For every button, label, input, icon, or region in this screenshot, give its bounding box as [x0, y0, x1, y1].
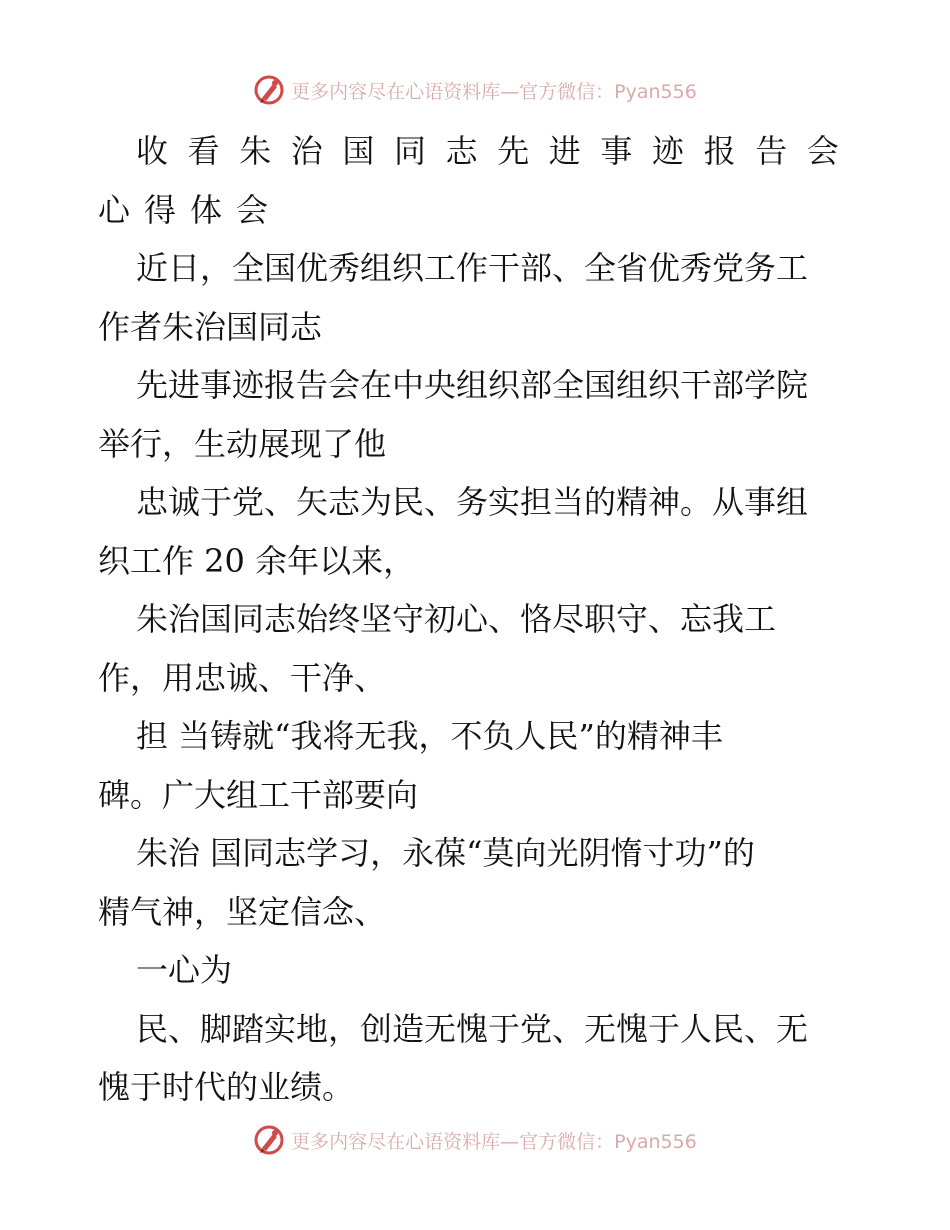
paragraph-line: 近日，全国优秀组织工作干部、全省优秀党务工: [136, 249, 809, 287]
paragraph-line: 先进事迹报告会在中央组织部全国组织干部学院: [136, 366, 809, 404]
paragraph-line: 担 当铸就“我将无我，不负人民”的精神丰: [136, 717, 723, 755]
paragraph-line: 碑。广大组工干部要向: [98, 775, 419, 814]
document-body: [98, 122, 858, 1117]
paragraph-line: 民、脚踏实地，创造无愧于党、无愧于人民、无: [136, 1009, 809, 1048]
pen-logo-icon: [253, 74, 285, 106]
paragraph-line: 朱治国同志始终坚守初心、恪尽职守、忘我工: [136, 600, 777, 638]
document-title-line: 收看朱治国同志先进事迹报告会: [136, 132, 858, 170]
paragraph-line: 织工作 20 余年以来，: [98, 541, 416, 580]
paragraph-line: 举行，生动展现了他: [98, 424, 387, 463]
document-title-line: 心得体会: [98, 190, 283, 229]
paragraph-line: 作，用忠诚、干净、: [98, 658, 387, 697]
header-banner: [0, 70, 950, 110]
footer-banner: [0, 1120, 950, 1160]
paragraph-line: 精气神，坚定信念、: [98, 892, 387, 931]
paragraph-line: 忠诚于党、矢志为民、务实担当的精神。从事组: [136, 483, 809, 521]
header-banner-text: 更多内容尽在心语资料库—官方微信：Pyan556: [291, 80, 697, 103]
paragraph-line: 作者朱治国同志: [98, 307, 323, 346]
pen-logo-icon: [253, 1124, 285, 1156]
footer-banner-text: 更多内容尽在心语资料库—官方微信：Pyan556: [291, 1130, 697, 1153]
paragraph-line: 一心为: [136, 951, 233, 989]
paragraph-line: 愧于时代的业绩。: [98, 1068, 355, 1106]
paragraph-line: 朱治 国同志学习，永葆“莫向光阴惰寸功”的: [136, 834, 755, 872]
